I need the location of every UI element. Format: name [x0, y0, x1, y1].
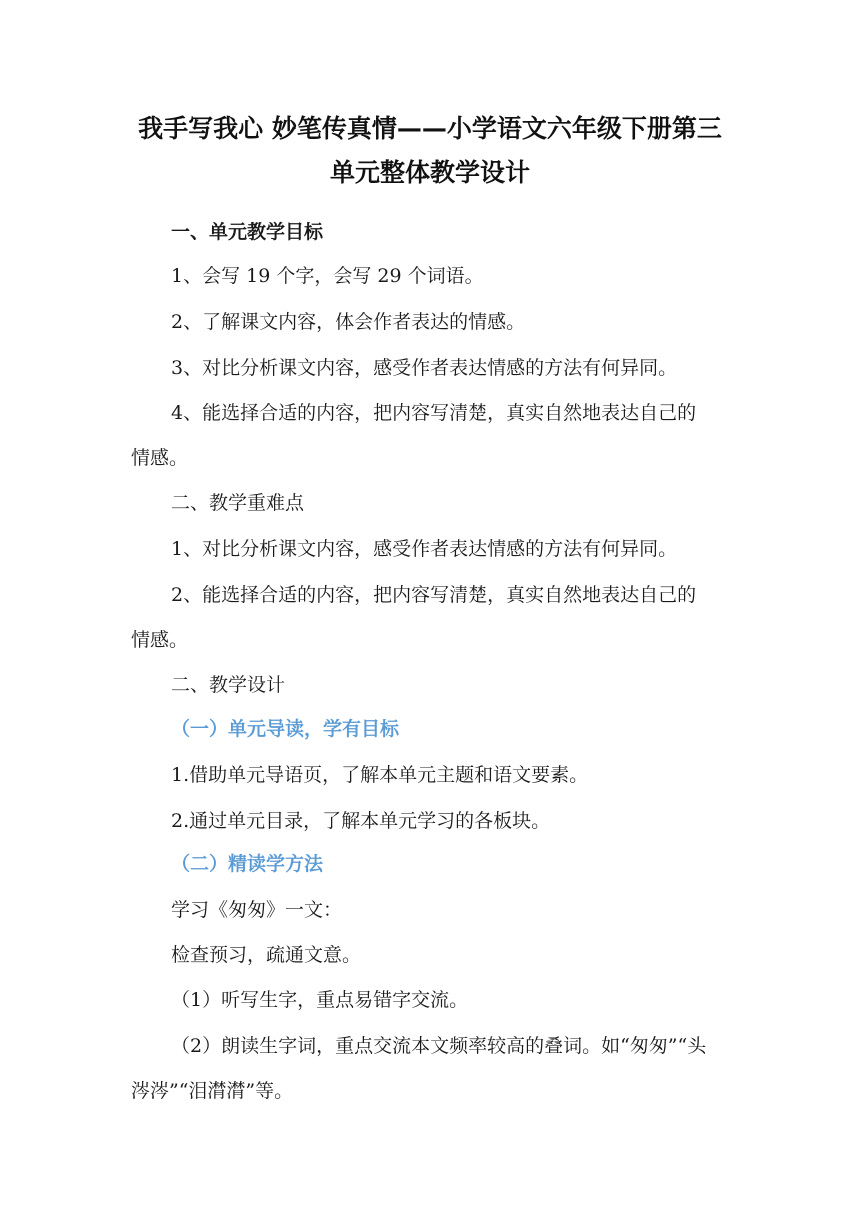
- paragraph-line: 2、了解课文内容，体会作者表达的情感。: [171, 311, 526, 333]
- paragraph-line: 涔涔”“泪潸潸”等。: [131, 1080, 294, 1102]
- paragraph-line: （1）听写生字，重点易错字交流。: [171, 989, 469, 1011]
- paragraph-line: 学习《匆匆》一文：: [171, 899, 343, 921]
- document-title-line-1: 我手写我心 妙笔传真情——小学语文六年级下册第三: [138, 114, 722, 143]
- paragraph-line: 1、对比分析课文内容，感受作者表达情感的方法有何异同。: [171, 538, 678, 560]
- paragraph-line: （2）朗读生字词，重点交流本文频率较高的叠词。如“匆匆”“头: [171, 1035, 707, 1057]
- section-heading-objectives: 一、单元教学目标: [171, 221, 324, 243]
- paragraph-line: 4、能选择合适的内容，把内容写清楚，真实自然地表达自己的: [171, 402, 697, 424]
- paragraph-line: 1、会写 19 个字，会写 29 个词语。: [171, 265, 484, 287]
- section-heading-key-points: 二、教学重难点: [171, 492, 305, 514]
- paragraph-line: 3、对比分析课文内容，感受作者表达情感的方法有何异同。: [171, 357, 678, 379]
- section-heading-design: 二、教学设计: [171, 674, 286, 696]
- document-title-line-2: 单元整体教学设计: [329, 158, 530, 187]
- paragraph-line: 情感。: [131, 629, 189, 651]
- paragraph-line: 1.借助单元导语页，了解本单元主题和语文要素。: [171, 764, 589, 786]
- subheading-unit-guide: （一）单元导读，学有目标: [171, 718, 400, 740]
- paragraph-line: 2、能选择合适的内容，把内容写清楚，真实自然地表达自己的: [171, 584, 697, 606]
- subheading-intensive-reading: （二）精读学方法: [171, 853, 324, 875]
- paragraph-line: 检查预习，疏通文意。: [171, 944, 362, 966]
- paragraph-line: 情感。: [131, 447, 189, 469]
- paragraph-line: 2.通过单元目录，了解本单元学习的各板块。: [171, 810, 551, 832]
